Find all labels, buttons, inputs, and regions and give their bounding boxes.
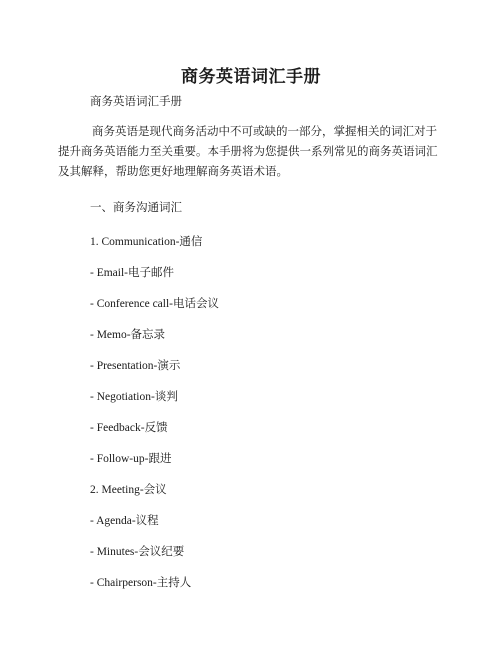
document-title: 商务英语词汇手册 (181, 67, 321, 86)
list-item: - Conference call-电话会议 (90, 298, 220, 310)
list-item: - Follow-up-跟进 (90, 453, 172, 465)
list-item: - Chairperson-主持人 (90, 577, 192, 589)
list-item: - Negotiation-谈判 (90, 391, 178, 403)
list-item: 1. Communication-通信 (90, 236, 203, 248)
section-heading: 一、商务沟通词汇 (90, 202, 182, 214)
intro-paragraph (58, 122, 446, 182)
list-item: - Minutes-会议纪要 (90, 546, 185, 558)
list-item: - Email-电子邮件 (90, 267, 174, 279)
list-item: - Feedback-反馈 (90, 422, 168, 434)
list-item: - Presentation-演示 (90, 360, 181, 372)
list-item: - Agenda-议程 (90, 515, 159, 527)
intro-text: 商务英语是现代商务活动中不可或缺的一部分，掌握相关的词汇对于提升商务英语能力至关重要。本手册将为您提供一系列常见的商务英语词汇及其解释，帮助您更好地理解商务英语术语。 (58, 126, 438, 178)
list-item: - Memo-备忘录 (90, 329, 166, 341)
list-item: 2. Meeting-会议 (90, 484, 167, 496)
subtitle-line: 商务英语词汇手册 (90, 96, 182, 108)
